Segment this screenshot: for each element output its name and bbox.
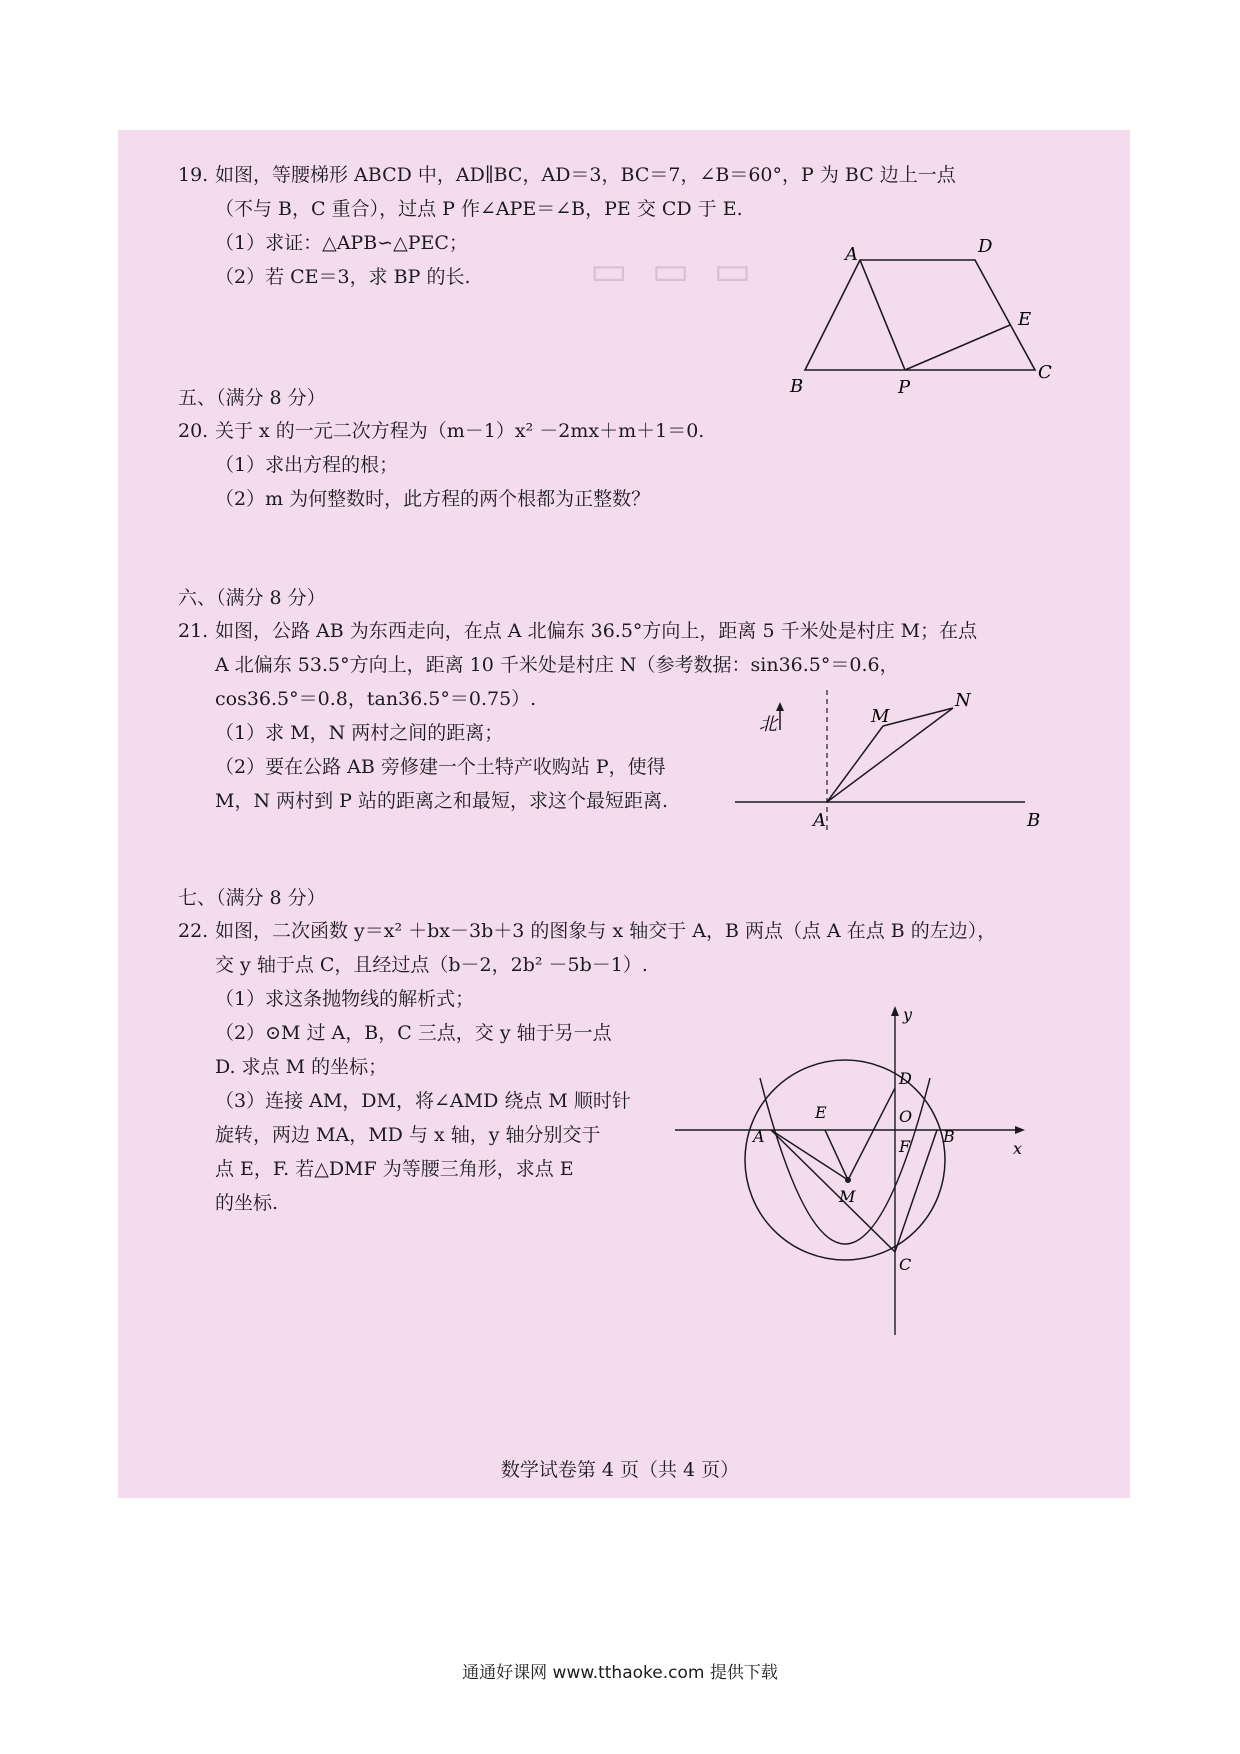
q19-label-b: B	[790, 376, 804, 397]
q19-label-p: P	[898, 377, 911, 398]
q22-label-f: F	[899, 1137, 911, 1156]
q21-label-a: A	[813, 810, 826, 831]
q22-part2b: D. 求点 M 的坐标；	[215, 1056, 388, 1078]
q20-part2: （2）m 为何整数时，此方程的两个根都为正整数？	[215, 488, 651, 510]
q21-part2b: M，N 两村到 P 站的距离之和最短，求这个最短距离.	[215, 790, 669, 812]
q21-part1: （1）求 M，N 两村之间的距离；	[215, 722, 504, 744]
q19-label-d: D	[978, 236, 993, 257]
q19-number: 19.	[178, 164, 209, 186]
q22-label-d: D	[899, 1069, 912, 1088]
q22-part2a: （2）⊙M 过 A，B，C 三点，交 y 轴于另一点	[215, 1022, 612, 1044]
q21-line3: cos36.5°＝0.8，tan36.5°＝0.75）.	[215, 688, 537, 710]
q21-number: 21.	[178, 620, 209, 642]
q22-label-x: x	[1013, 1139, 1023, 1158]
q22-part3b: 旋转，两边 MA，MD 与 x 轴，y 轴分别交于	[215, 1124, 601, 1146]
q22-line2: 交 y 轴于点 C，且经过点（b－2，2b² －5b－1）.	[215, 954, 648, 976]
north-arrow-icon	[776, 702, 784, 711]
q22-part1: （1）求这条抛物线的解析式；	[215, 988, 475, 1010]
q22-parabola-figure	[675, 1000, 1035, 1340]
q21-label-m: M	[871, 706, 890, 727]
q22-part3d: 的坐标.	[215, 1192, 279, 1214]
q19-line2: （不与 B，C 重合），过点 P 作∠APE＝∠B，PE 交 CD 于 E.	[215, 198, 743, 220]
section-5-heading: 五、（满分 8 分）	[178, 387, 326, 409]
q22-part3a: （3）连接 AM，DM，将∠AMD 绕点 M 顺时针	[215, 1090, 631, 1112]
q21-label-n: N	[955, 690, 971, 711]
q20-number: 20.	[178, 420, 209, 442]
q21-part2a: （2）要在公路 AB 旁修建一个土特产收购站 P，使得	[215, 756, 666, 778]
q22-label-c: C	[899, 1255, 912, 1274]
q22-label-a: A	[753, 1127, 765, 1146]
q21-road-figure	[735, 690, 1065, 830]
q20-part1: （1）求出方程的根；	[215, 454, 399, 476]
q22-line1: 如图，二次函数 y＝x² ＋bx－3b＋3 的图象与 x 轴交于 A，B 两点（点 A 在点 B 的左边），	[215, 920, 997, 942]
q22-part3c: 点 E，F. 若△DMF 为等腰三角形，求点 E	[215, 1158, 574, 1180]
page-footer: 数学试卷第 4 页（共 4 页）	[500, 1459, 740, 1481]
x-axis-arrow-icon	[1015, 1126, 1025, 1134]
q19-part2: （2）若 CE＝3，求 BP 的长.	[215, 266, 471, 288]
q20-line1: 关于 x 的一元二次方程为（m－1）x² －2mx＋m＋1＝0.	[215, 420, 705, 442]
q22-label-b: B	[943, 1127, 955, 1146]
q22-number: 22.	[178, 920, 209, 942]
q21-line1: 如图，公路 AB 为东西走向，在点 A 北偏东 36.5°方向上，距离 5 千米处是村庄 M；在点	[215, 620, 978, 642]
section-7-heading: 七、（满分 8 分）	[178, 887, 326, 909]
q19-line1: 如图，等腰梯形 ABCD 中，AD∥BC，AD＝3，BC＝7，∠B＝60°，P 为 BC 边上一点	[215, 164, 956, 186]
q22-label-e: E	[815, 1103, 827, 1122]
y-axis-arrow-icon	[891, 1006, 899, 1016]
q19-label-a: A	[845, 244, 858, 265]
q21-label-b: B	[1027, 810, 1041, 831]
q22-label-y: y	[903, 1005, 913, 1024]
q19-part1: （1）求证：△APB∽△PEC；	[215, 232, 468, 254]
bleed-through-heading: ▭▭▭	[590, 248, 776, 294]
q19-trapezoid-figure	[790, 236, 1070, 398]
q19-label-c: C	[1038, 362, 1052, 383]
q21-line2: A 北偏东 53.5°方向上，距离 10 千米处是村庄 N（参考数据：sin36.5°＝0.6，	[215, 654, 899, 676]
q22-label-m: M	[839, 1187, 856, 1206]
q21-north-label: 北	[759, 714, 777, 735]
section-6-heading: 六、（满分 8 分）	[178, 587, 326, 609]
q22-label-o: O	[899, 1107, 913, 1126]
download-credit: 通通好课网 www.tthaoke.com 提供下载	[462, 1663, 778, 1683]
q19-label-e: E	[1018, 309, 1032, 330]
